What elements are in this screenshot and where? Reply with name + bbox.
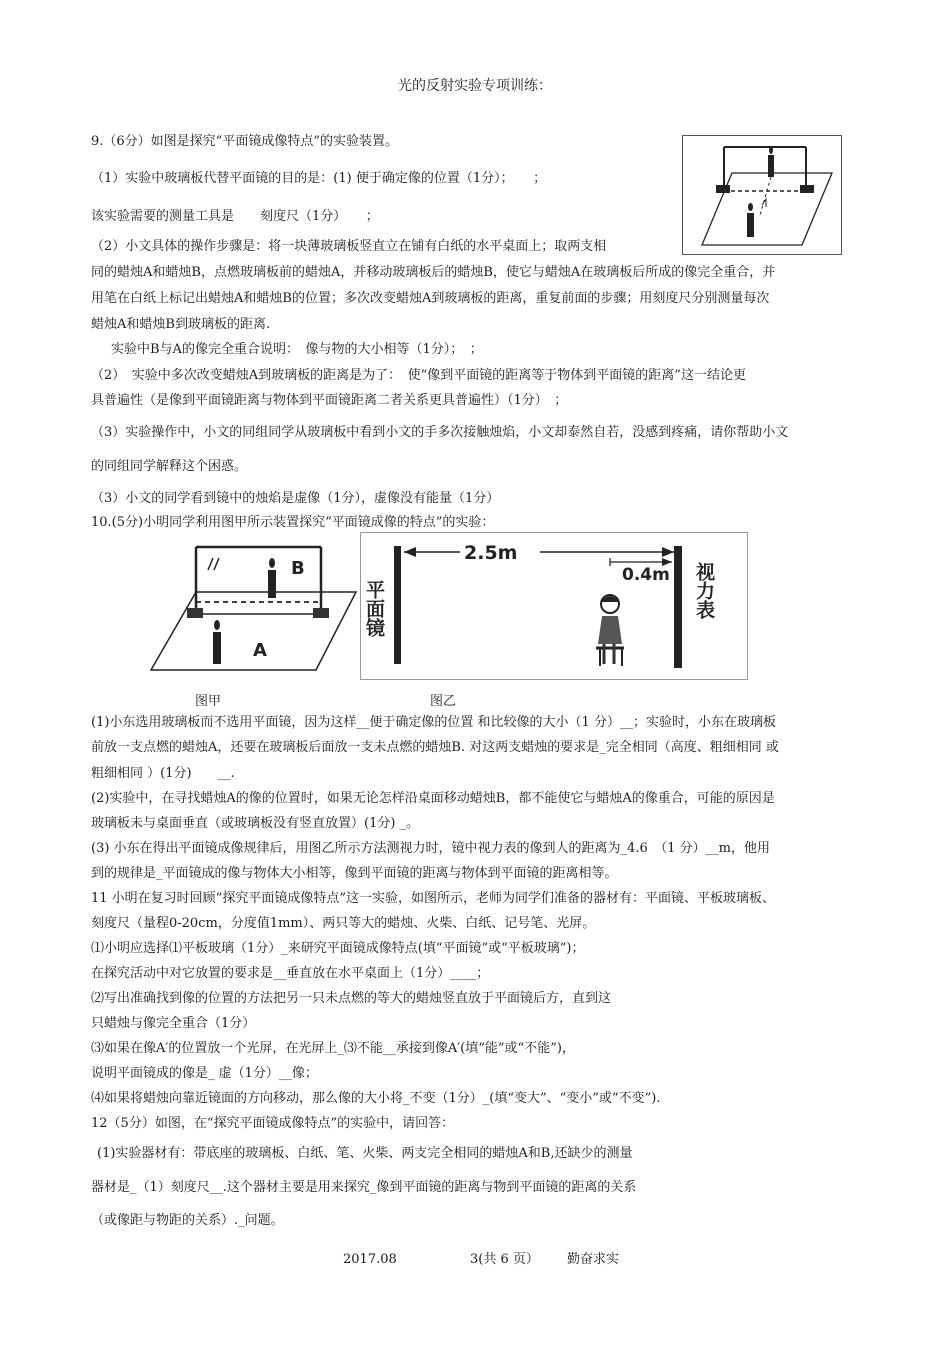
q10-line: 前放一支点燃的蜡烛A，还要在玻璃板后面放一支未点燃的蜡烛B. 对这两支蜡烛的要求是_完全相同（高度、粗细相同 或 [91, 740, 779, 755]
footer-page-number: 3(共 6 页） [470, 1252, 539, 1267]
q10-line: (1)小东选用玻璃板而不选用平面镜，因为这样__便于确定像的位置 和比较像的大小（1 分）__；实验时，小东在玻璃板 [91, 715, 776, 730]
q11-line: 11 小明在复习时回顾“探究平面镜成像特点”这一实验，如图所示，老师为同学们准备的器材有：平面镜、平板玻璃板、 [91, 891, 775, 906]
label-distance-2: 0.4m [622, 565, 670, 585]
q9-line: （1）实验中玻璃板代替平面镜的目的是：(1) 便于确定像的位置（1分）； ； [91, 171, 547, 186]
q11-line: ⑷如果将蜡烛向靠近镜面的方向移动，那么像的大小将_不变（1分）_(填“变大”、“变小”或“不变”). [91, 1091, 661, 1106]
footer-date: 2017.08 [343, 1252, 397, 1267]
q10-line: 玻璃板未与桌面垂直（或玻璃板没有竖直放置）(1分) _。 [91, 816, 420, 831]
q9-line: 同的蜡烛A和蜡烛B，点燃玻璃板前的蜡烛A，并移动玻璃板后的蜡烛B，使它与蜡烛A在玻璃板后所成的像完全重合，并 [91, 265, 776, 280]
q9-line: （2）小文具体的操作步骤是：将一块薄玻璃板竖直立在铺有白纸的水平桌面上；取两支相 [91, 239, 607, 254]
q10-line: (3) 小东在得出平面镜成像规律后，用图乙所示方法测视力时，镜中视力表的像到人的距离为_4.6 （1 分）__m，他用 [91, 841, 770, 856]
q10-line: (2)实验中，在寻找蜡烛A的像的位置时，如果无论怎样沿桌面移动蜡烛B，都不能使它与蜡烛A的像重合，可能的原因是 [91, 791, 775, 806]
q9-line: 实验中B与A的像完全重合说明： 像与物的大小相等（1分）； ； [111, 342, 483, 357]
label-eye-chart: 视力表 [693, 562, 715, 619]
page-title: 光的反射实验专项训练： [398, 78, 552, 94]
q9-line: 蜡烛A和蜡烛B到玻璃板的距离. [91, 317, 271, 332]
q9-stem: 9.（6分）如图是探究“平面镜成像特点”的实验装置。 [91, 134, 398, 149]
figure-yi-caption: 图乙 [430, 694, 457, 709]
q12-line: 12（5分）如图，在“探究平面镜成像特点”的实验中，请回答： [91, 1116, 455, 1131]
q12-line: (1)实验器材有：带底座的玻璃板、白纸、笔、火柴、两支完全相同的蜡烛A和B,还缺少的测量 [97, 1146, 633, 1161]
figure-jia [141, 532, 361, 680]
q11-line: 在探究活动中对它放置的要求是__垂直放在水平桌面上（1分）____； [91, 966, 490, 981]
q9-answer: （3）小文的同学看到镜中的烛焰是虚像（1分），虚像没有能量（1分） [91, 491, 500, 506]
q11-line: ⑶如果在像A′的位置放一个光屏，在光屏上_⑶不能__承接到像A′(填“能”或“不能”)， [91, 1041, 575, 1056]
label-a: A [253, 640, 267, 661]
label-mirror: 平面镜 [363, 580, 385, 637]
q11-line: ⑵写出准确找到像的位置的方法把另一只未点燃的等大的蜡烛竖直放于平面镜后方，直到这 [91, 991, 612, 1006]
q9-line: （3）实验操作中，小文的同组同学从玻璃板中看到小文的手多次接触烛焰，小文却泰然自若，没感到疼痛，请你帮助小文 [91, 425, 789, 440]
q11-line: 说明平面镜成的像是_ 虚（1分）__像； [91, 1066, 318, 1081]
q9-line: （2） 实验中多次改变蜡烛A到玻璃板的距离是为了： 使“像到平面镜的距离等于物体到平面镜的距离”这一结论更 [91, 368, 746, 383]
q10-line: 到的规律是_平面镜成的像与物体大小相等，像到平面镜的距离与物体到平面镜的距离相等。 [91, 866, 618, 881]
label-distance-1: 2.5m [464, 542, 518, 564]
figure-jia-caption: 图甲 [195, 694, 222, 709]
q11-line: 只蜡烛与像完全重合（1分） [91, 1016, 256, 1031]
q12-line: 器材是_（1）刻度尺__.这个器材主要是用来探究_像到平面镜的距离与物到平面镜的距离的关系 [91, 1180, 637, 1195]
footer-motto: 勤奋求实 [567, 1252, 620, 1267]
q11-line: ⑴小明应选择⑴平板玻璃（1分）_来研究平面镜成像特点(填“平面镜”或“平板玻璃”)； [91, 941, 585, 956]
q11-line: 刻度尺（量程0-20cm，分度值1mm）、两只等大的蜡烛、火柴、白纸、记号笔、光屏。 [91, 916, 596, 931]
q9-apparatus-figure [682, 135, 842, 255]
q10-line: 粗细相同 ）(1分) __. [91, 766, 235, 781]
label-b: B [291, 558, 305, 579]
q9-line: 用笔在白纸上标记出蜡烛A和蜡烛B的位置；多次改变蜡烛A到玻璃板的距离，重复前面的步骤；用刻度尺分别测量每次 [91, 291, 770, 306]
figure-yi [360, 532, 748, 680]
q9-line: 该实验需要的测量工具是 刻度尺（1分） ； [91, 209, 379, 224]
q9-line: 的同组同学解释这个困惑。 [91, 459, 248, 474]
q9-line: 具普遍性（是像到平面镜距离与物体到平面镜距离二者关系更具普遍性）（1分） ； [91, 393, 568, 408]
q10-stem: 10.(5分)小明同学利用图甲所示装置探究“平面镜成像的特点”的实验： [91, 515, 495, 530]
q12-line: （或像距与物距的关系）._问题。 [91, 1213, 284, 1228]
